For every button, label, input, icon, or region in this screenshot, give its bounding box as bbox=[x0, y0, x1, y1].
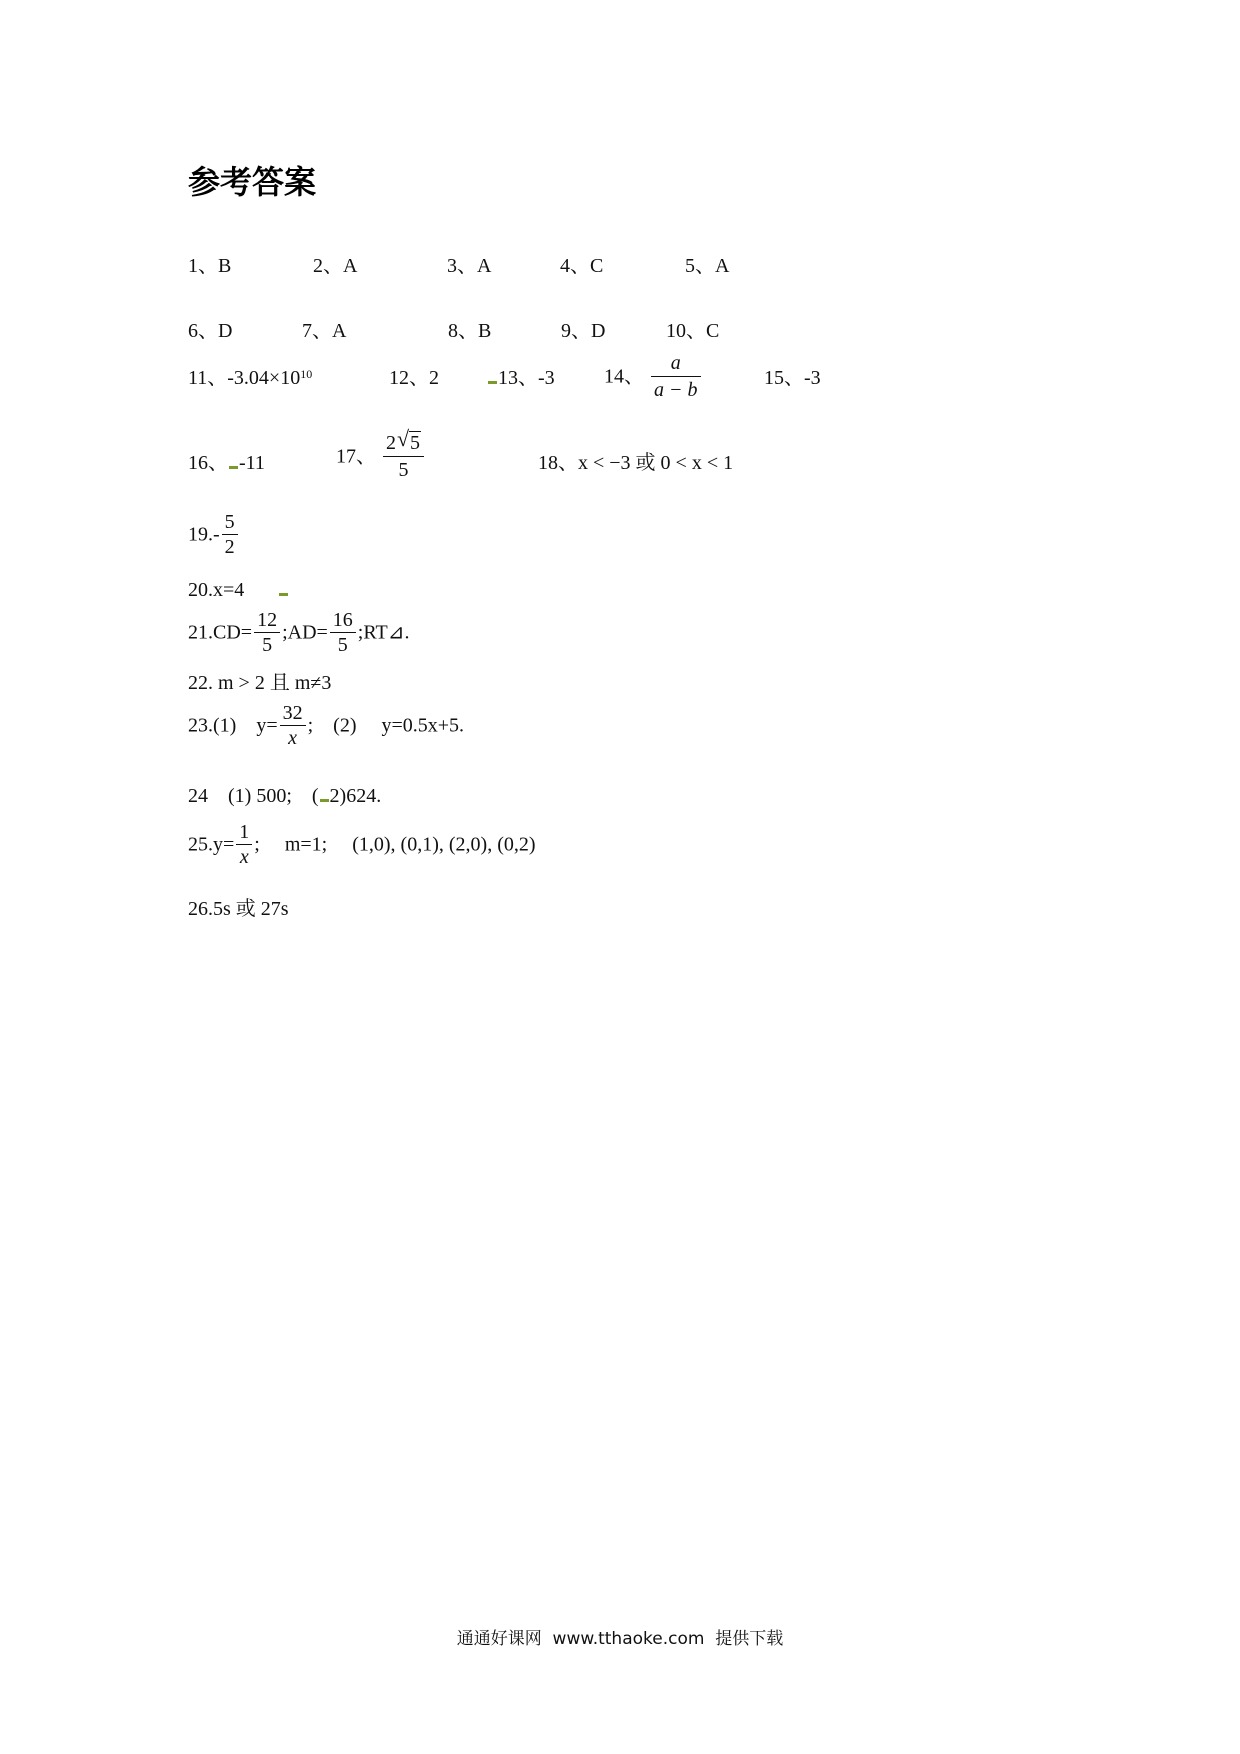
answer-4: 4、C bbox=[560, 255, 604, 277]
answer-24-part1: 24 (1) 500; ( bbox=[188, 785, 319, 807]
radicand: 5 bbox=[410, 432, 420, 454]
fraction-numerator: 12 bbox=[257, 609, 278, 631]
answer-19-fraction bbox=[222, 510, 238, 559]
answer-25 bbox=[188, 820, 536, 869]
edit-mark-icon bbox=[279, 593, 288, 596]
fraction-denominator: 5 bbox=[337, 634, 348, 656]
answer-8: 8、B bbox=[448, 320, 492, 342]
answer-25-prefix: 25.y= bbox=[188, 833, 235, 856]
fraction-numerator: a bbox=[670, 352, 681, 374]
answer-20-text: 20.x=4 bbox=[188, 579, 245, 601]
answer-3: 3、A bbox=[447, 255, 492, 277]
answer-2: 2、A bbox=[313, 255, 358, 277]
answer-6: 6、D bbox=[188, 320, 233, 342]
answer-19 bbox=[188, 510, 240, 559]
answer-14 bbox=[604, 350, 703, 403]
answer-16-value: -11 bbox=[239, 452, 265, 474]
sqrt-sign bbox=[397, 426, 421, 456]
edit-mark-icon bbox=[320, 799, 329, 802]
answer-11-exponent: 10 bbox=[300, 367, 313, 381]
radical-icon: √ bbox=[397, 426, 410, 451]
answer-16-label: 16、 bbox=[188, 452, 228, 474]
answer-26: 26.5s 或 27s bbox=[188, 898, 289, 920]
answer-13-text: 13、-3 bbox=[498, 367, 555, 389]
answer-23-suffix: ; (2) y=0.5x+5. bbox=[307, 714, 465, 737]
answer-25-suffix: ; m=1; (1,0), (0,1), (2,0), (0,2) bbox=[254, 833, 536, 856]
answer-23 bbox=[188, 701, 464, 750]
answer-12: 12、2 bbox=[389, 367, 439, 389]
answer-10: 10、C bbox=[666, 320, 720, 342]
answer-23-prefix: 23.(1) y= bbox=[188, 714, 278, 737]
answer-22: 22. m > 2 且 m≠3 bbox=[188, 672, 332, 694]
answer-23-fraction bbox=[280, 701, 306, 750]
answer-21-fraction-ad bbox=[330, 608, 356, 657]
answer-16 bbox=[188, 451, 265, 475]
answer-17-label: 17、 bbox=[336, 445, 376, 468]
fraction-numerator: 5 bbox=[224, 511, 235, 533]
answer-24-part2: 2)624. bbox=[329, 785, 382, 807]
answer-25-fraction bbox=[236, 820, 252, 869]
edit-mark-icon bbox=[229, 466, 238, 469]
fraction-denominator: 5 bbox=[398, 459, 409, 481]
answer-13 bbox=[487, 366, 555, 390]
answer-24 bbox=[188, 784, 381, 808]
page-footer: 通通好课网 www.tthaoke.com 提供下载 bbox=[456, 1629, 784, 1649]
answer-21-prefix: 21.CD= bbox=[188, 621, 253, 644]
edit-mark-icon bbox=[488, 381, 497, 384]
fraction-numerator: 32 bbox=[282, 702, 303, 724]
page-title: 参考答案 bbox=[188, 163, 317, 201]
answer-7: 7、A bbox=[302, 320, 347, 342]
answer-9: 9、D bbox=[561, 320, 606, 342]
answer-5: 5、A bbox=[685, 255, 730, 277]
answer-14-fraction bbox=[651, 350, 701, 403]
answer-21-mid: ;AD= bbox=[282, 621, 328, 644]
answer-17-fraction bbox=[383, 426, 424, 483]
fraction-denominator: a − b bbox=[654, 379, 698, 401]
answer-14-label: 14、 bbox=[604, 365, 644, 388]
fraction-denominator: x bbox=[239, 846, 249, 868]
answer-17 bbox=[336, 426, 426, 483]
sqrt-coefficient: 2 bbox=[386, 432, 396, 454]
fraction-denominator: x bbox=[288, 727, 298, 749]
answer-21-suffix: ;RT⊿. bbox=[357, 621, 410, 644]
fraction-numerator: 16 bbox=[332, 609, 353, 631]
answer-11-text: 11、-3.04×10 bbox=[188, 367, 301, 389]
answer-15: 15、-3 bbox=[764, 367, 821, 389]
answer-21-fraction-cd bbox=[254, 608, 280, 657]
answer-19-label: 19.- bbox=[188, 523, 220, 546]
answer-20 bbox=[188, 578, 289, 602]
fraction-denominator: 5 bbox=[262, 634, 273, 656]
answer-1: 1、B bbox=[188, 255, 232, 277]
answer-18: 18、x < −3 或 0 < x < 1 bbox=[538, 452, 734, 474]
fraction-numerator bbox=[383, 426, 424, 456]
fraction-denominator: 2 bbox=[224, 536, 235, 558]
answer-11 bbox=[188, 366, 312, 390]
answer-21 bbox=[188, 608, 409, 657]
fraction-numerator: 1 bbox=[239, 821, 250, 843]
